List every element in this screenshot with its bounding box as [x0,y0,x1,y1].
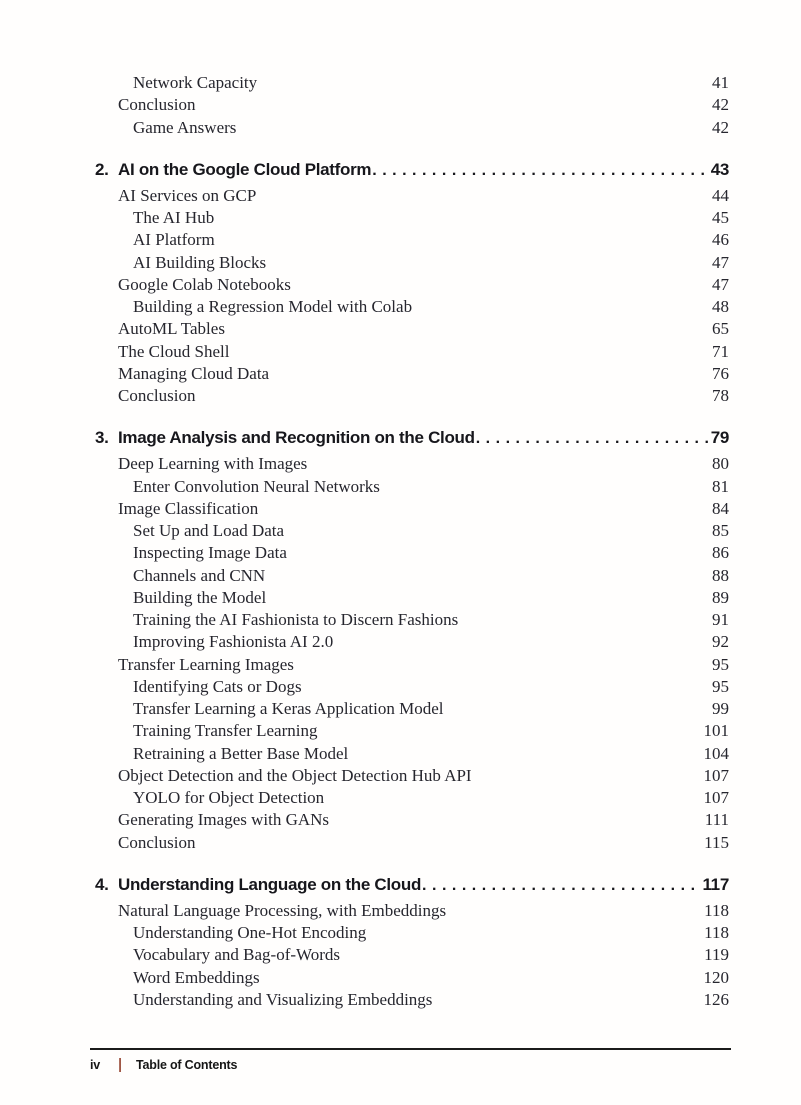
toc-entry [95,117,729,139]
toc-entry [95,989,729,1011]
toc-entry [95,654,729,676]
entry-title: Inspecting Image Data [133,543,287,563]
footer-rule [90,1048,731,1050]
entry-page-number: 111 [704,810,729,830]
dot-leader [372,158,707,183]
entry-title: Training Transfer Learning [133,721,318,741]
toc-entry [95,698,729,720]
toc-entry [95,385,729,407]
toc-entry [95,832,729,854]
entry-title: Set Up and Load Data [133,521,285,540]
entry-page-number: 46 [712,230,729,250]
toc-entry [95,72,729,94]
entry-page-number: 88 [712,565,729,585]
entry-page-number: 44 [712,185,729,205]
entry-title: AI Services on GCP [118,185,257,205]
toc-entry [95,922,729,944]
toc-entry [95,185,729,207]
entry-title: Object Detection and the Object Detection Hub API [118,765,472,785]
entry-title: Deep Learning with Images [118,454,308,474]
entry-title: Generating Images with GANs [118,810,330,830]
entry-page-number: 89 [712,587,729,607]
dot-leader [476,426,708,451]
toc-chapter-heading [95,426,729,451]
entry-page-number: 65 [712,319,729,339]
entry-title: Network Capacity [133,73,258,92]
toc-entry [95,453,729,475]
toc-entry [95,274,729,296]
entry-title: Vocabulary and Bag-of-Words [133,945,340,965]
toc-entry [95,787,729,809]
entry-page-number: 119 [704,945,729,965]
entry-page-number: 107 [703,788,729,807]
entry-page-number: 95 [712,654,729,674]
entry-page-number: 95 [712,676,729,696]
toc-entry [95,720,729,742]
entry-title: AutoML Tables [118,319,225,339]
entry-page-number: 80 [712,454,729,474]
entry-page-number: 47 [712,252,729,272]
entry-title: Understanding One-Hot Encoding [133,923,367,942]
entry-page-number: 76 [712,363,729,383]
entry-title: Training the AI Fashionista to Discern Fashions [133,610,459,629]
entry-page-number: 85 [712,521,729,540]
toc-entry [95,743,729,765]
entry-page-number: 71 [712,341,729,361]
chapter-number: 3. [95,428,109,448]
dot-leader [422,873,699,898]
entry-page-number: 48 [712,297,729,316]
entry-page-number: 115 [704,832,729,852]
entry-page-number: 118 [704,900,729,920]
toc-chapter-heading [95,873,729,898]
chapter-page-number: 43 [710,159,729,179]
footer-separator: | [118,1056,122,1073]
entry-title: Word Embeddings [133,967,260,987]
toc-entry [95,476,729,498]
toc-entry [95,765,729,787]
toc-entry [95,520,729,542]
entry-title: Conclusion [118,95,196,115]
entry-page-number: 126 [703,989,729,1009]
chapter-number: 4. [95,874,109,894]
entry-page-number: 47 [712,274,729,294]
entry-page-number: 118 [704,923,729,942]
toc-entry [95,229,729,251]
toc-entry [95,676,729,698]
entry-page-number: 86 [712,543,729,563]
toc-chapter-heading [95,158,729,183]
entry-page-number: 45 [712,208,729,227]
toc-entry [95,631,729,653]
entry-page-number: 42 [712,117,729,137]
toc-entry [95,587,729,609]
toc-entry [95,94,729,116]
toc-entry [95,809,729,831]
entry-page-number: 81 [712,476,729,496]
toc-entry [95,363,729,385]
entry-title: Image Classification [118,498,259,518]
toc-entry [95,967,729,989]
entry-title: Building the Model [133,587,267,607]
entry-title: YOLO for Object Detection [133,788,325,807]
entry-title: Conclusion [118,386,196,405]
entry-title: Conclusion [118,832,196,852]
chapter-page-number: 117 [702,874,729,894]
entry-title: Transfer Learning Images [118,654,294,674]
toc-entry [95,609,729,631]
toc-entry [95,252,729,274]
toc-entry [95,498,729,520]
table-of-contents [95,72,729,1011]
entry-title: Retraining a Better Base Model [133,743,349,763]
chapter-number: 2. [95,159,109,179]
entry-page-number: 91 [712,610,729,629]
entry-title: Natural Language Processing, with Embeddings [118,900,447,920]
entry-title: Improving Fashionista AI 2.0 [133,632,334,652]
entry-page-number: 104 [703,743,729,763]
entry-page-number: 107 [703,765,729,785]
chapter-title: Understanding Language on the Cloud [118,874,422,894]
entry-page-number: 41 [712,73,729,92]
page-footer [90,1056,237,1073]
entry-title: Managing Cloud Data [118,363,270,383]
chapter-title: AI on the Google Cloud Platform [118,159,372,179]
entry-title: Google Colab Notebooks [118,274,291,294]
entry-page-number: 101 [703,721,729,741]
toc-entry [95,900,729,922]
entry-title: Building a Regression Model with Colab [133,297,413,316]
entry-title: Game Answers [133,117,237,137]
entry-page-number: 99 [712,699,729,718]
entry-title: Channels and CNN [133,565,266,585]
entry-page-number: 78 [712,386,729,405]
toc-entry [95,318,729,340]
entry-page-number: 92 [712,632,729,652]
entry-page-number: 84 [712,498,729,518]
footer-page-number: iv [90,1057,101,1072]
toc-entry [95,341,729,363]
entry-title: AI Building Blocks [133,252,267,272]
chapter-title: Image Analysis and Recognition on the Cloud [118,428,475,448]
toc-entry [95,542,729,564]
entry-title: AI Platform [133,230,215,250]
entry-title: Enter Convolution Neural Networks [133,476,380,496]
entry-title: Identifying Cats or Dogs [133,676,302,696]
toc-entry [95,207,729,229]
chapter-page-number: 79 [710,428,729,448]
entry-title: The AI Hub [133,208,215,227]
toc-entry [95,565,729,587]
entry-title: The Cloud Shell [118,341,230,361]
entry-page-number: 120 [703,967,729,987]
entry-title: Transfer Learning a Keras Application Model [133,699,444,718]
toc-entry [95,944,729,966]
footer-section-label: Table of Contents [136,1057,238,1072]
entry-title: Understanding and Visualizing Embeddings [133,989,433,1009]
entry-page-number: 42 [712,95,729,115]
toc-entry [95,296,729,318]
